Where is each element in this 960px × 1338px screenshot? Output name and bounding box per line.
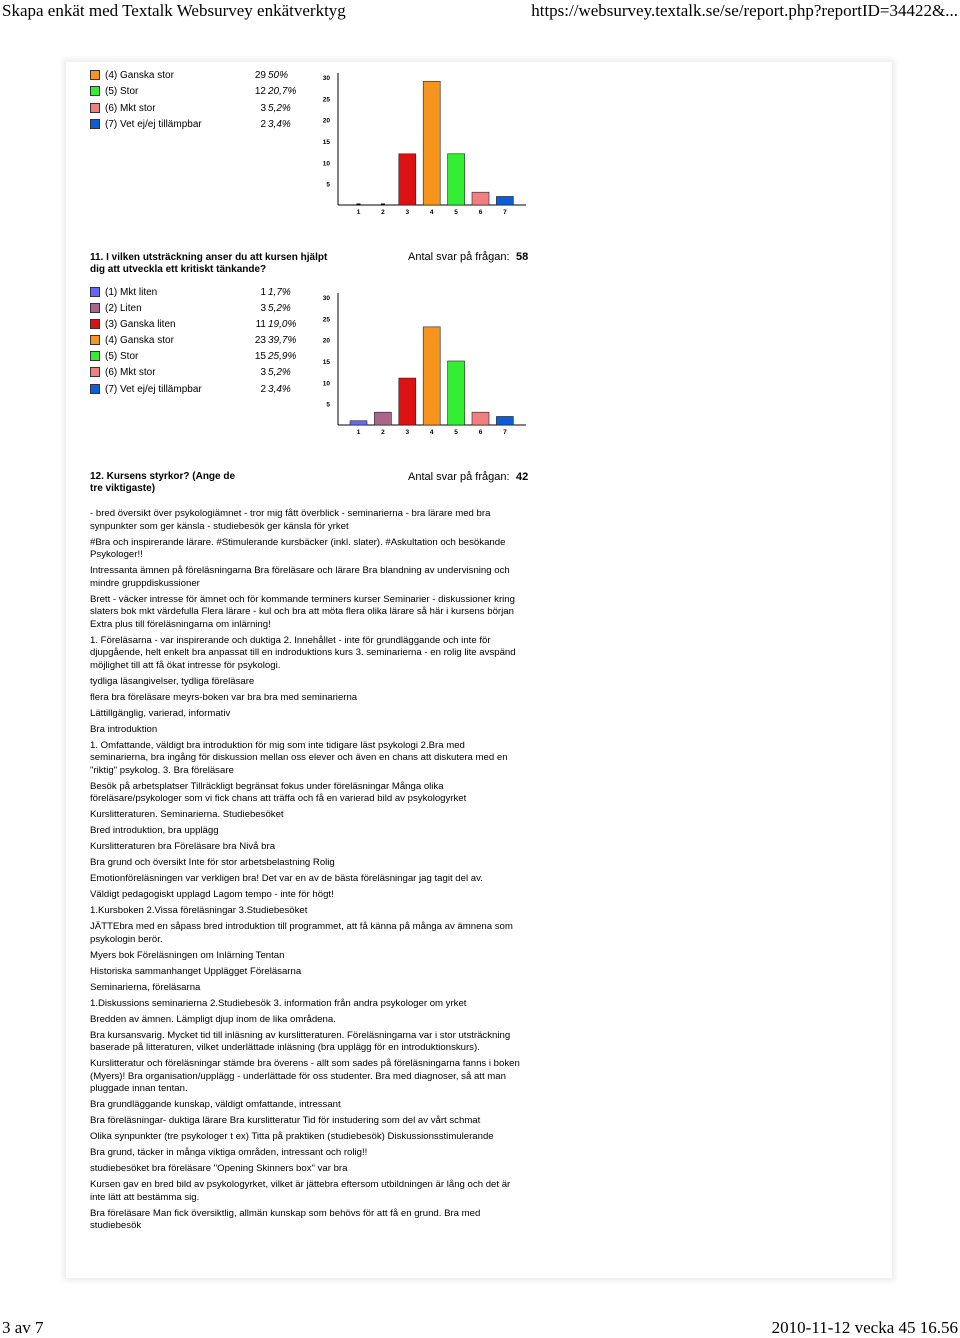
answer-item: Bra grundläggande kunskap, väldigt omfattande, intressant [90,1099,341,1110]
legend-swatch [90,384,100,394]
legend-row [90,101,320,117]
legend-label: (7) Vet ej/ej tillämpbar [105,118,202,130]
legend-row [90,382,320,398]
bar [472,412,489,425]
legend-row [90,333,320,349]
legend-label: (5) Stor [105,351,139,363]
q11-title: 11. I vilken utsträckning anser du att kursen hjälpt dig att utveckla ett kritiskt tänkande? [90,252,328,275]
answer-item: Historiska sammanhanget Upplägget Föreläsarna [90,965,302,977]
answer-item: Bred introduktion, bra upplägg [90,825,219,836]
answer-item: #Bra och inspirerande lärare. #Stimulerande kursbäcker (inkl. slater). #Askultation och besökande Psykologer!! [90,536,506,560]
bar [472,192,489,205]
legend-row [90,285,320,301]
print-footer [0,1318,960,1338]
answer-item: 1. Föreläsarna - var inspirerande och duktiga 2. Innehållet - inte för grundläggande och inte för djupgående, helt enkelt bra anpassat till en indroduktions kurs 3. seminarierna - en rolig lite avspänd möjlighet till att få ökat intresse för psykologi. [90,634,516,671]
page-number: 3 av 7 [2,1318,44,1337]
q11-legend [90,285,320,398]
legend-percent: 5,2% [268,303,291,315]
print-header [0,0,960,24]
legend-label: (5) Stor [105,86,139,98]
x-tick-label: 5 [454,209,458,216]
legend-percent: 5,2% [268,102,291,114]
answer-item: Väldigt pedagogiskt upplagd Lagom tempo - inte för högt! [90,889,334,900]
answer-item: Kursen gav en bred bild av psykologyrket, vilket är jättebra eftersom utbildningen är lång och det är inte lätt att bestämma sig. [90,1179,511,1203]
bar [423,81,440,205]
x-tick-label: 4 [429,209,434,216]
q11-answers-count: 58 [516,251,529,263]
x-tick-label: 3 [405,209,410,216]
legend-percent: 25,9% [268,351,297,363]
bar [448,154,465,205]
q12-title: 12. Kursens styrkor? (Ange de tre viktigaste) [90,471,236,494]
y-tick-label: 5 [326,181,330,189]
legend-percent: 1,7% [268,287,291,298]
q11-answers-label: Antal svar på frågan: [408,251,510,263]
legend-swatch [90,86,100,96]
answer-item: Intressanta ämnen på föreläsningarna Bra föreläsare och lärare Bra blandning av undervisning och mindre gruppdiskussioner [90,565,510,589]
legend-swatch [90,367,100,377]
legend-count: 3 [260,367,266,379]
legend-count: 11 [255,319,266,331]
legend-count: 1 [260,287,266,298]
q12-answers-count: 42 [516,471,529,483]
report-page [66,62,892,1278]
y-tick-label: 20 [322,117,330,125]
bar [496,196,513,205]
legend-row [90,84,320,100]
x-tick-label: 1 [356,209,361,216]
x-tick-label: 3 [405,429,410,436]
x-tick-label: 4 [429,429,434,436]
answer-item: 1.Diskussions seminarierna 2.Studiebesök 3. information från andra psykologer om yrket [90,997,467,1009]
q11-bar-chart [316,286,536,438]
legend-count: 29 [254,70,266,81]
legend-percent: 20,7% [268,86,297,98]
legend-swatch [90,335,100,345]
legend-swatch [90,103,100,113]
answer-item: Brett - väcker intresse för ämnet och för kommande terminers kurser Seminarier - diskussioner kring slaters bok mkt värdefulla Flera lärare - kul och bra att möta flera olika lärare så här i kursens början Extra plus till föreläsningarna om inlärning! [90,593,515,630]
x-tick-label: 7 [503,429,507,436]
answer-item: Bra grund och översikt Inte för stor arbetsbelastning Rolig [90,857,335,868]
legend-label: (3) Ganska liten [105,319,176,331]
legend-row [90,349,320,365]
legend-percent: 5,2% [268,367,291,379]
legend-row [90,117,320,133]
legend-label: (7) Vet ej/ej tillämpbar [105,383,202,395]
answer-item: 1. Omfattande, väldigt bra introduktion för mig som inte tidigare läst psykologi 2.Bra med seminarierna, bra ingång för diskussion mellan oss elever och även en chans att diskutera med en "riktig" psykolog. 3. Bra föreläsare [90,739,508,776]
y-tick-label: 10 [322,160,330,168]
y-tick-label: 15 [322,359,330,366]
legend-swatch [90,119,100,129]
q10-legend [90,68,320,133]
answer-item: Olika synpunkter (tre psykologer t ex) Titta på praktiken (studiebesök) Diskussionsstimulerande [90,1131,494,1142]
legend-percent: 39,7% [268,335,297,347]
answer-item: Kurslitteraturen bra Föreläsare bra Nivå bra [90,841,276,852]
answer-item: Seminarierna, föreläsarna [90,981,201,993]
legend-swatch [90,287,100,297]
legend-swatch [90,70,100,80]
y-tick-label: 25 [322,96,330,104]
y-tick-label: 15 [322,139,330,146]
q10-bar-chart [316,66,536,218]
answer-item: studiebesöket bra föreläsare "Opening Skinners box" var bra [90,1163,348,1174]
legend-count: 12 [254,86,266,98]
legend-row [90,365,320,381]
legend-count: 2 [260,118,266,130]
legend-percent: 3,4% [268,118,291,130]
answer-item: - bred översikt över psykologiämnet - tror mig fått överblick - seminarierna - bra lärare med bra synpunkter som ger känsla - studiebesök ger känsla för yrket [90,508,491,532]
answer-item: Bra föreläsningar- duktiga lärare Bra kurslitteratur Tid för instudering som del av vårt schmat [90,1115,481,1126]
page-title: Skapa enkät med Textalk Websurvey enkätverktyg [2,1,346,20]
legend-row [90,68,320,84]
legend-count: 3 [260,303,266,315]
page-url: https://websurvey.textalk.se/se/report.php?reportID=34422&... [531,1,958,20]
answer-item: Kurslitteratur och föreläsningar stämde bra överens - allt som sades på föreläsningarna fanns i boken (Myers)! Bra organisation/upplägg - underlättade för oss studenter. Bra med diagnoser, så att man pluggade innan tentan. [90,1058,520,1094]
q12-answers-label: Antal svar på frågan: [408,471,510,483]
answer-item: Bra kursansvarig. Mycket tid till inläsning av kurslitteraturen. Föreläsningarna var i stor utsträckning baserade på litteraturen, vilket underlättade inläsning (bra upplägg för en introduktionskurs). [90,1029,511,1053]
legend-label: (2) Liten [105,303,142,315]
legend-label: (6) Mkt stor [105,367,156,379]
x-tick-label: 7 [503,209,507,216]
legend-label: (6) Mkt stor [105,102,156,114]
answer-item: flera bra föreläsare meyrs-boken var bra bra med seminarierna [90,691,358,703]
legend-percent: 50% [268,70,289,81]
bar [374,412,391,425]
answer-item: Bra introduktion [90,723,158,735]
x-tick-label: 6 [478,429,483,436]
legend-count: 2 [260,383,266,395]
bar [448,361,465,425]
print-date: 2010-11-12 vecka 45 16.56 [771,1318,958,1337]
bar [423,327,440,425]
answer-item: Bredden av ämnen. Lämpligt djup inom de lika områdena. [90,1013,336,1025]
legend-label: (4) Ganska stor [105,335,174,347]
legend-swatch [90,319,100,329]
x-tick-label: 2 [381,209,385,216]
y-tick-label: 25 [322,316,330,324]
x-tick-label: 5 [454,429,458,436]
y-tick-label: 30 [322,295,330,302]
answer-item: Emotionföreläsningen var verkligen bra! Det var en av de bästa föreläsningar jag tagit del av. [90,873,483,884]
bar [496,416,513,425]
legend-swatch [90,303,100,313]
y-tick-label: 5 [326,401,330,409]
answer-item: Bra grund, täcker in många viktiga områden, intressant och rolig!! [90,1147,368,1158]
answer-item: 1.Kursboken 2.Vissa föreläsningar 3.Studiebesöket [90,905,308,916]
y-tick-label: 20 [322,337,330,345]
legend-count: 3 [260,102,266,114]
legend-row [90,317,320,333]
x-tick-label: 1 [356,429,361,436]
answer-item: Besök på arbetsplatser Tillräckligt begränsat fokus under föreläsningar Många olika föreläsare/psykologer som vi fick chans att träffa och få en varierad bild av psykologyrket [90,780,467,804]
legend-percent: 19,0% [268,319,297,331]
answer-item: Kurslitteraturen. Seminarierna. Studiebesöket [90,809,284,820]
answer-item: Lättillgänglig, varierad, informativ [90,707,231,719]
x-tick-label: 2 [381,429,385,436]
answer-item: JÄTTEbra med en såpass bred introduktion till programmet, att få känna på många av ämnena som psykologin berör. [90,921,513,945]
legend-label: (1) Mkt liten [105,287,158,298]
legend-row [90,301,320,317]
legend-percent: 3,4% [268,383,291,395]
bar [399,378,416,425]
legend-count: 23 [254,335,266,347]
answer-item: Myers bok Föreläsningen om Inlärning Tentan [90,949,285,961]
y-tick-label: 30 [322,75,330,82]
y-tick-label: 10 [322,380,330,388]
legend-swatch [90,351,100,361]
bar [350,421,367,425]
legend-label: (4) Ganska stor [105,70,174,81]
answer-item: Bra föreläsare Man fick översiktlig, allmän kunskap som behövs för att få en grund. Bra med studiebesök [90,1207,481,1231]
q12-answer-list [90,508,524,1236]
bar [399,154,416,205]
legend-count: 15 [254,351,266,363]
answer-item: tydliga läsangivelser, tydliga föreläsare [90,675,255,687]
x-tick-label: 6 [478,209,483,216]
